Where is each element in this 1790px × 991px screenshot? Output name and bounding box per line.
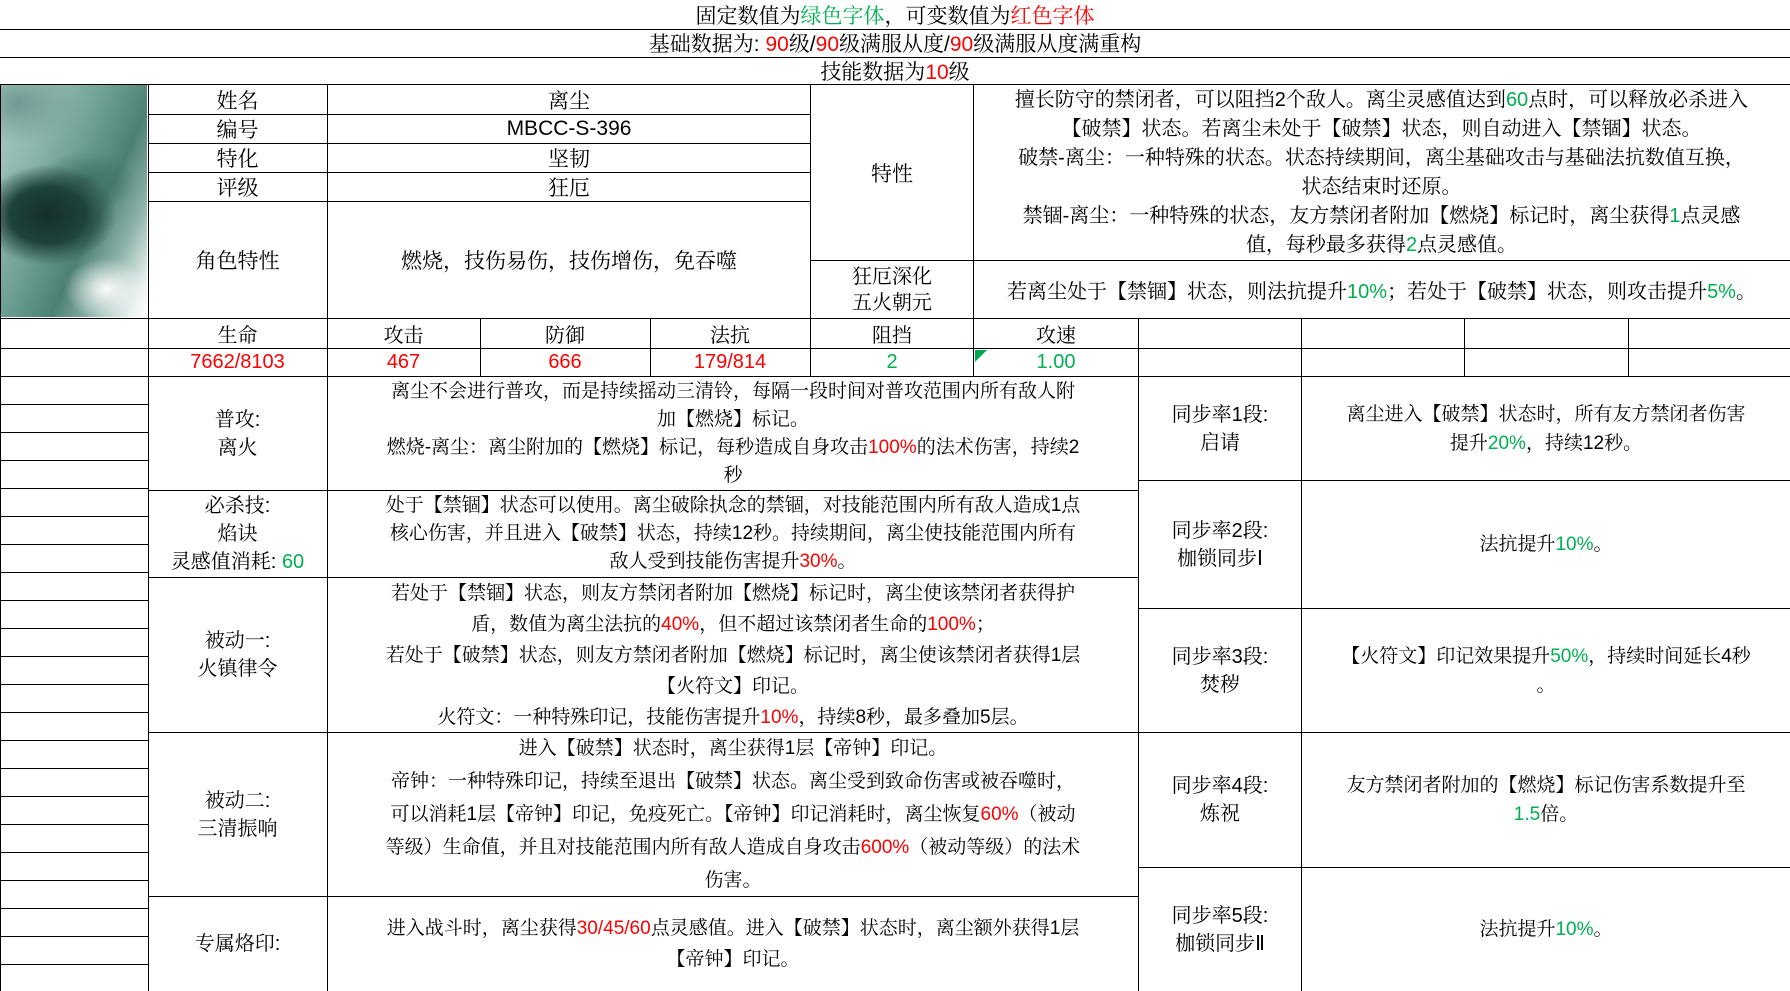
skill-text-passive-2: 进入【破禁】状态时，离尘获得1层【帝钟】印记。 帝钟：一种特殊印记，持续至退出【破禁】状态。离尘受到致命伤害或被吞噬时， 可以消耗1层【帝钟】印记，免疫死亡。【帝钟】印记消耗时，离尘恢复60%（被动 等级）生命值，并且对技能范围内所有敌人造成自身攻击600%（被动等级）的法术 伤害。	[385, 738, 1081, 891]
profile-value-rating: 狂厄	[548, 176, 590, 200]
stat-header-def: 防御	[545, 325, 585, 347]
profile-label-rating: 评级	[216, 176, 259, 200]
stat-value-def: 666	[548, 351, 582, 373]
sync-effect-3: 【火符文】印记效果提升50%，持续时间延长4秒 。	[1341, 645, 1751, 696]
cell-comment-triangle	[975, 350, 987, 362]
grid-line	[0, 460, 148, 461]
sync-effect-5: 法抗提升10%。	[1479, 919, 1613, 940]
profile-label-name: 姓名	[216, 89, 259, 113]
stat-header-block: 阻挡	[872, 325, 912, 347]
stat-value-atk: 467	[386, 351, 421, 373]
grid-line	[0, 740, 148, 741]
trait-line: 【破禁】状态。若离尘未处于【破禁】状态，则自动进入【禁锢】状态。	[1061, 117, 1702, 140]
grid-line	[480, 318, 481, 376]
profile-value-traits: 燃烧，技伤易伤，技伤增伤，免吞噬	[401, 249, 737, 273]
stat-value-aspd: 1.00	[1036, 351, 1076, 373]
banner-skill-level-text: 技能数据为10级	[820, 60, 970, 84]
grid-line	[811, 260, 1790, 261]
trait-line: 值，每秒最多获得2点灵感值。	[1245, 233, 1518, 256]
trait-line: 破禁-离尘：一种特殊的状态。状态持续期间，离尘基础攻击与基础法抗数值互换，	[1018, 146, 1745, 169]
grid-line	[0, 318, 1790, 319]
deepen-text: 若离尘处于【禁锢】状态，则法抗提升10%；若处于【破禁】状态，则攻击提升5%。	[1007, 281, 1756, 303]
grid-line	[0, 824, 148, 825]
grid-line	[148, 577, 1138, 578]
profile-value-name: 离尘	[548, 89, 590, 113]
grid-line	[148, 896, 1138, 897]
skill-label-passive-2: 被动二: 三清振响	[197, 789, 278, 840]
profile-label-id: 编号	[216, 118, 259, 142]
grid-line	[148, 114, 811, 115]
grid-line	[0, 29, 1790, 30]
grid-line	[148, 490, 1138, 491]
grid-line	[0, 432, 148, 433]
grid-line	[0, 656, 148, 657]
stat-value-res: 179/814	[693, 351, 767, 373]
skill-text-exclusive-brand: 进入战斗时，离尘获得30/45/60点灵感值。进入【破禁】状态时，离尘额外获得1层 【帝钟】印记。	[386, 918, 1080, 970]
grid-line	[0, 684, 148, 685]
trait-line: 状态结束时还原。	[1301, 175, 1462, 198]
banner-skill-level	[0, 57, 1790, 84]
grid-line	[973, 84, 974, 376]
grid-line	[0, 572, 148, 573]
banner-legend	[0, 0, 1790, 29]
grid-line	[0, 880, 148, 881]
sync-effect-4: 友方禁闭者附加的【燃烧】标记伤害系数提升至 1.5倍。	[1346, 775, 1746, 825]
sync-label-4: 同步率4段: 炼祝	[1171, 775, 1269, 825]
stat-header-atk: 攻击	[383, 325, 424, 347]
skill-text-passive-1: 若处于【禁锢】状态，则友方禁闭者附加【燃烧】标记时，离尘使该禁闭者获得护 盾，数值为离尘法抗的40%，但不超过该禁闭者生命的100%； 若处于【破禁】状态，则友方禁闭者附加【燃烧】标记时，离尘使该禁闭者获得1层 【火符文】印记。 火符文：一种特殊印记，技能伤害提升10%，持续8秒，最多叠加5层。	[385, 582, 1081, 728]
grid-line	[148, 732, 1790, 733]
sync-effect-2: 法抗提升10%。	[1479, 534, 1613, 555]
skill-label-passive-1: 被动一: 火镇律令	[197, 630, 278, 680]
banner-base-data	[0, 29, 1790, 57]
grid-line	[0, 796, 148, 797]
deepen-label: 狂厄深化 五火朝元	[852, 265, 932, 314]
grid-line	[0, 488, 148, 489]
profile-label-specialization: 特化	[216, 147, 259, 171]
grid-line	[0, 404, 148, 405]
grid-line	[1138, 867, 1790, 868]
grid-line	[0, 516, 148, 517]
grid-line	[0, 628, 148, 629]
grid-line	[0, 768, 148, 769]
skill-text-basic-attack: 离尘不会进行普攻，而是持续摇动三清铃，每隔一段时间对普攻范围内所有敌人附 加【燃烧】标记。 燃烧-离尘：离尘附加的【燃烧】标记，每秒造成自身攻击100%的法术伤害，持续2 秒	[386, 380, 1080, 486]
skill-label-ultimate: 必杀技: 焰诀 灵感值消耗: 60	[170, 495, 305, 573]
sync-label-1: 同步率1段: 启请	[1171, 403, 1269, 454]
grid-line	[0, 376, 1790, 377]
stat-value-hp: 7662/8103	[190, 351, 285, 373]
grid-line	[0, 712, 148, 713]
trait-text	[974, 85, 1789, 260]
stat-header-hp: 生命	[217, 325, 258, 347]
sync-label-2: 同步率2段: 枷锁同步Ⅰ	[1171, 519, 1269, 570]
grid-line	[1138, 608, 1790, 609]
grid-line	[0, 84, 1790, 85]
profile-value-specialization: 坚韧	[548, 147, 590, 171]
grid-line	[1138, 480, 1790, 481]
grid-line	[327, 84, 328, 991]
grid-line	[0, 908, 148, 909]
banner-base-data-text: 基础数据为: 90级/90级满服从度/90级满服从度满重构	[648, 33, 1142, 56]
grid-line	[1138, 318, 1139, 991]
grid-line	[148, 172, 811, 173]
grid-line	[148, 201, 811, 202]
sync-label-5: 同步率5段: 枷锁同步Ⅱ	[1171, 904, 1269, 955]
grid-line	[0, 57, 1790, 58]
sync-label-3: 同步率3段: 焚秽	[1171, 645, 1269, 696]
trait-line: 禁锢-离尘：一种特殊的状态，友方禁闭者附加【燃烧】标记时，离尘获得1点灵感	[1022, 204, 1741, 227]
stat-value-block: 2	[886, 351, 898, 373]
skill-label-basic-attack: 普攻: 离火	[214, 408, 261, 459]
grid-line	[1301, 318, 1302, 991]
stat-header-aspd: 攻速	[1036, 325, 1076, 347]
grid-line	[148, 143, 811, 144]
stat-header-res: 法抗	[710, 325, 750, 347]
profile-label-traits: 角色特性	[195, 249, 280, 273]
banner-legend-text: 固定数值为绿色字体，可变数值为红色字体	[695, 4, 1095, 28]
grid-line	[1464, 318, 1465, 376]
grid-line	[0, 84, 1, 991]
grid-line	[650, 318, 651, 376]
profile-value-id: MBCC-S-396	[506, 116, 632, 140]
grid-line	[810, 84, 811, 376]
grid-line	[0, 600, 148, 601]
grid-line	[0, 852, 148, 853]
trait-line: 擅长防守的禁闭者，可以阻挡2个敌人。离尘灵感值达到60点时，可以释放必杀进入	[1014, 88, 1749, 111]
skill-text-ultimate: 处于【禁锢】状态可以使用。离尘破除执念的禁锢，对技能范围内所有敌人造成1点 核心伤害，并且进入【破禁】状态，持续12秒。持续期间，离尘使技能范围内所有 敌人受到技能伤害提升30%。	[385, 495, 1081, 572]
grid-line	[0, 964, 148, 965]
grid-line	[0, 348, 1790, 349]
grid-line	[0, 936, 148, 937]
sync-effect-1: 离尘进入【破禁】状态时，所有友方禁闭者伤害 提升20%，持续12秒。	[1346, 403, 1746, 454]
grid-line	[0, 544, 148, 545]
skill-label-exclusive-brand: 专属烙印:	[194, 933, 281, 955]
grid-line	[148, 84, 149, 991]
character-art	[1, 85, 147, 317]
grid-line	[1628, 318, 1629, 376]
trait-label: 特性	[871, 162, 913, 186]
